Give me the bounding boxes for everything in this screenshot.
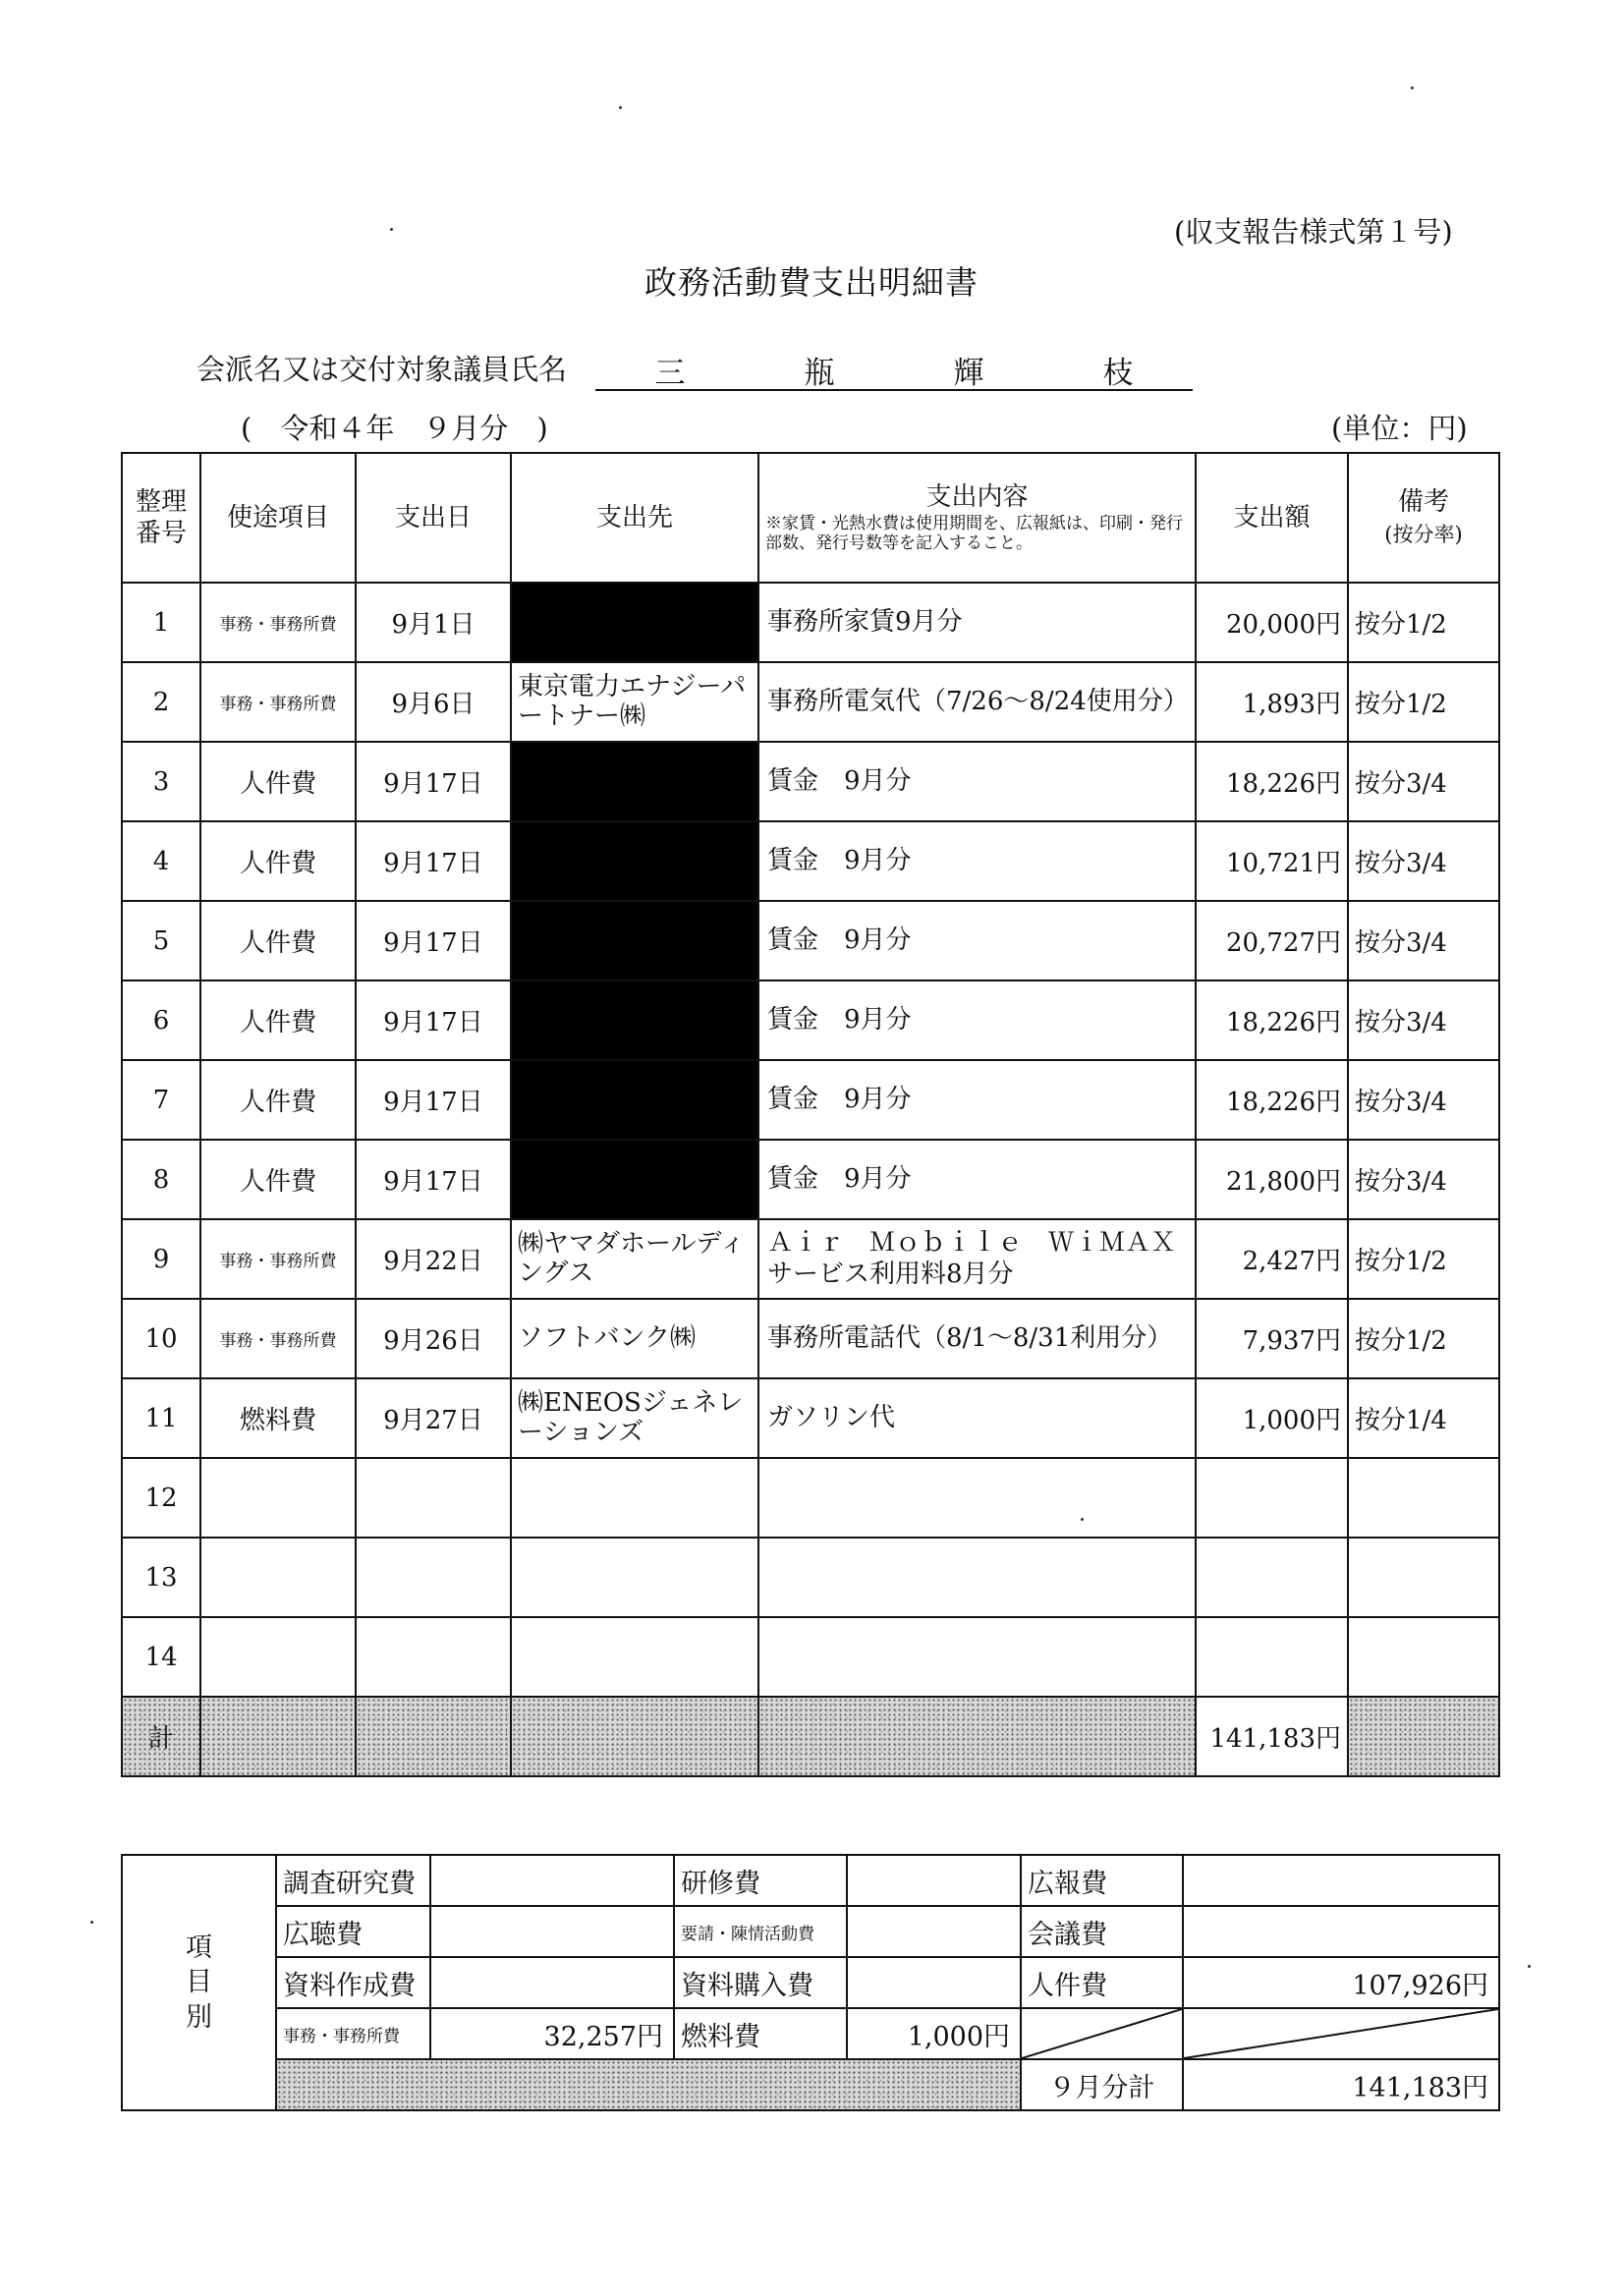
header-note	[1348, 453, 1499, 583]
row-amount	[1196, 1538, 1348, 1617]
row-payee	[511, 1617, 758, 1697]
row-use: 燃料費	[200, 1378, 356, 1458]
summary-value: 32,257円	[430, 2008, 674, 2059]
row-use: 人件費	[200, 980, 356, 1060]
header-note-sub: (按分率)	[1384, 523, 1463, 546]
scan-speck	[90, 1921, 93, 1924]
summary-stipple-block	[276, 2059, 1021, 2110]
row-note	[1348, 1538, 1499, 1617]
table-row	[122, 1617, 1499, 1697]
row-payee	[511, 1538, 758, 1617]
row-note: 按分1/2	[1348, 1299, 1499, 1378]
row-amount: 1,000円	[1196, 1378, 1348, 1458]
row-use: 事務・事務所費	[200, 583, 356, 662]
total-label: 計	[122, 1697, 200, 1776]
row-use: 人件費	[200, 1140, 356, 1219]
redacted-payee	[511, 1060, 758, 1140]
row-amount: 10,721円	[1196, 821, 1348, 901]
total-amount: 141,183円	[1196, 1697, 1348, 1776]
row-note: 按分3/4	[1348, 901, 1499, 980]
member-label: 会派名又は交付対象議員氏名	[196, 353, 568, 386]
table-row	[122, 1458, 1499, 1538]
summary-label: 人件費	[1021, 1957, 1183, 2008]
row-date	[356, 1617, 511, 1697]
header-date: 支出日	[356, 453, 511, 583]
summary-label: 要請・陳情活動費	[674, 1906, 847, 1957]
summary-table	[121, 1854, 1500, 2111]
row-payee: ㈱ヤマダホールディングス	[511, 1219, 758, 1299]
row-desc: 事務所家賃9月分	[758, 583, 1196, 662]
row-desc: 事務所電話代（8/1〜8/31利用分）	[758, 1299, 1196, 1378]
period-label: ( 令和４年 ９月分 )	[241, 412, 548, 445]
total-blank	[758, 1697, 1196, 1776]
table-row	[122, 1299, 1499, 1378]
summary-label: 燃料費	[674, 2008, 847, 2059]
row-use	[200, 1538, 356, 1617]
row-use	[200, 1617, 356, 1697]
row-note: 按分1/2	[1348, 583, 1499, 662]
member-name-char: 枝	[1102, 356, 1134, 391]
header-desc-note: ※家賃・光熱水費は使用期間を、広報紙は、印刷・発行部数、発行号数等を記入すること。	[765, 513, 1183, 554]
row-date: 9月26日	[356, 1299, 511, 1378]
row-date: 9月17日	[356, 742, 511, 821]
member-name-char: 瓶	[804, 356, 835, 391]
summary-value	[430, 1957, 674, 2008]
table-row	[122, 901, 1499, 980]
row-number: 3	[122, 742, 200, 821]
row-number: 12	[122, 1458, 200, 1538]
row-amount: 18,226円	[1196, 1060, 1348, 1140]
table-row	[122, 1140, 1499, 1219]
row-desc: Ａｉｒ Ｍｏｂｉｌｅ ＷｉＭＡＸサービス利用料8月分	[758, 1219, 1196, 1299]
row-use: 人件費	[200, 742, 356, 821]
header-desc	[758, 453, 1196, 583]
header-no: 整理 番号	[122, 453, 200, 583]
scan-speck	[1528, 1965, 1531, 1968]
row-desc: 賃金 9月分	[758, 901, 1196, 980]
row-date	[356, 1458, 511, 1538]
diagonal-blank-cell	[1021, 2008, 1183, 2059]
row-note: 按分3/4	[1348, 821, 1499, 901]
row-date	[356, 1538, 511, 1617]
row-amount: 20,000円	[1196, 583, 1348, 662]
row-amount: 2,427円	[1196, 1219, 1348, 1299]
total-row	[122, 1697, 1499, 1776]
table-header-row	[122, 453, 1499, 583]
summary-side-label: 項 目 別	[122, 1855, 276, 2110]
summary-value: 1,000円	[847, 2008, 1021, 2059]
month-total-label: ９月分計	[1021, 2059, 1183, 2110]
row-number: 5	[122, 901, 200, 980]
row-desc: 賃金 9月分	[758, 821, 1196, 901]
header-note-title: 備考	[1397, 486, 1449, 517]
row-note: 按分3/4	[1348, 742, 1499, 821]
row-amount: 7,937円	[1196, 1299, 1348, 1378]
row-amount: 20,727円	[1196, 901, 1348, 980]
row-number: 4	[122, 821, 200, 901]
row-desc: 賃金 9月分	[758, 1060, 1196, 1140]
row-desc: 賃金 9月分	[758, 742, 1196, 821]
row-date: 9月1日	[356, 583, 511, 662]
row-amount	[1196, 1458, 1348, 1538]
row-number: 10	[122, 1299, 200, 1378]
summary-row	[122, 1957, 1499, 2008]
row-amount	[1196, 1617, 1348, 1697]
row-date: 9月17日	[356, 980, 511, 1060]
total-blank	[356, 1697, 511, 1776]
expense-table	[121, 452, 1500, 1777]
table-row	[122, 1060, 1499, 1140]
summary-value	[1183, 1855, 1499, 1906]
row-use: 事務・事務所費	[200, 1219, 356, 1299]
table-row	[122, 1219, 1499, 1299]
row-number: 8	[122, 1140, 200, 1219]
row-date: 9月22日	[356, 1219, 511, 1299]
summary-label: 事務・事務所費	[276, 2008, 430, 2059]
summary-row	[122, 1906, 1499, 1957]
row-note: 按分3/4	[1348, 1060, 1499, 1140]
row-number: 2	[122, 662, 200, 742]
table-row	[122, 980, 1499, 1060]
header-amount: 支出額	[1196, 453, 1348, 583]
row-use: 事務・事務所費	[200, 1299, 356, 1378]
row-amount: 18,226円	[1196, 742, 1348, 821]
table-row	[122, 583, 1499, 662]
summary-value	[430, 1855, 674, 1906]
row-date: 9月17日	[356, 901, 511, 980]
redacted-payee	[511, 821, 758, 901]
row-note: 按分1/2	[1348, 662, 1499, 742]
row-note	[1348, 1458, 1499, 1538]
summary-label: 資料作成費	[276, 1957, 430, 2008]
summary-row	[122, 1855, 1499, 1906]
row-note: 按分3/4	[1348, 980, 1499, 1060]
total-blank	[511, 1697, 758, 1776]
row-desc	[758, 1617, 1196, 1697]
summary-value	[847, 1855, 1021, 1906]
row-payee	[511, 1458, 758, 1538]
summary-label: 調査研究費	[276, 1855, 430, 1906]
row-payee: ソフトバンク㈱	[511, 1299, 758, 1378]
table-row	[122, 821, 1499, 901]
table-row	[122, 1378, 1499, 1458]
row-number: 7	[122, 1060, 200, 1140]
table-row	[122, 742, 1499, 821]
summary-value: 107,926円	[1183, 1957, 1499, 2008]
scan-speck	[1411, 86, 1414, 89]
header-use: 使途項目	[200, 453, 356, 583]
row-use: 人件費	[200, 1060, 356, 1140]
summary-label: 広聴費	[276, 1906, 430, 1957]
summary-value	[1183, 1906, 1499, 1957]
page-title: 政務活動費支出明細書	[644, 263, 979, 302]
row-date: 9月6日	[356, 662, 511, 742]
row-date: 9月17日	[356, 1060, 511, 1140]
redacted-payee	[511, 583, 758, 662]
total-blank	[200, 1697, 356, 1776]
scan-speck	[619, 106, 622, 109]
scan-speck	[390, 228, 393, 231]
row-desc	[758, 1538, 1196, 1617]
row-desc: 賃金 9月分	[758, 1140, 1196, 1219]
scan-speck	[1081, 1518, 1084, 1521]
summary-value	[847, 1906, 1021, 1957]
row-payee: 東京電力エナジーパートナー㈱	[511, 662, 758, 742]
row-date: 9月17日	[356, 1140, 511, 1219]
total-blank	[1348, 1697, 1499, 1776]
summary-value	[430, 1906, 674, 1957]
row-number: 1	[122, 583, 200, 662]
month-total-value: 141,183円	[1183, 2059, 1499, 2110]
redacted-payee	[511, 980, 758, 1060]
row-number: 6	[122, 980, 200, 1060]
summary-label: 研修費	[674, 1855, 847, 1906]
table-row	[122, 662, 1499, 742]
member-name-char: 三	[654, 356, 686, 391]
summary-value	[847, 1957, 1021, 2008]
row-note: 按分1/2	[1348, 1219, 1499, 1299]
header-payee: 支出先	[511, 453, 758, 583]
summary-label: 会議費	[1021, 1906, 1183, 1957]
diagonal-blank-cell	[1183, 2008, 1499, 2059]
row-amount: 1,893円	[1196, 662, 1348, 742]
redacted-payee	[511, 901, 758, 980]
row-desc	[758, 1458, 1196, 1538]
row-payee: ㈱ENEOSジェネレーションズ	[511, 1378, 758, 1458]
row-desc: ガソリン代	[758, 1378, 1196, 1458]
row-date: 9月27日	[356, 1378, 511, 1458]
row-date: 9月17日	[356, 821, 511, 901]
row-use	[200, 1458, 356, 1538]
row-note: 按分3/4	[1348, 1140, 1499, 1219]
redacted-payee	[511, 742, 758, 821]
row-number: 11	[122, 1378, 200, 1458]
unit-label: (単位：円)	[1331, 412, 1468, 445]
row-number: 9	[122, 1219, 200, 1299]
row-number: 13	[122, 1538, 200, 1617]
row-desc: 賃金 9月分	[758, 980, 1196, 1060]
row-amount: 21,800円	[1196, 1140, 1348, 1219]
redacted-payee	[511, 1140, 758, 1219]
row-number: 14	[122, 1617, 200, 1697]
row-amount: 18,226円	[1196, 980, 1348, 1060]
summary-label: 資料購入費	[674, 1957, 847, 2008]
row-use: 事務・事務所費	[200, 662, 356, 742]
row-use: 人件費	[200, 901, 356, 980]
row-note: 按分1/4	[1348, 1378, 1499, 1458]
member-name-char: 輝	[953, 356, 984, 391]
member-name	[595, 348, 1193, 392]
summary-row	[122, 2008, 1499, 2059]
summary-total-row	[122, 2059, 1499, 2110]
table-row	[122, 1538, 1499, 1617]
summary-label: 広報費	[1021, 1855, 1183, 1906]
row-note	[1348, 1617, 1499, 1697]
name-underline	[595, 389, 1193, 391]
row-use: 人件費	[200, 821, 356, 901]
row-desc: 事務所電気代（7/26〜8/24使用分）	[758, 662, 1196, 742]
form-number: (収支報告様式第１号)	[1174, 215, 1453, 249]
header-desc-title: 支出内容	[925, 482, 1029, 513]
